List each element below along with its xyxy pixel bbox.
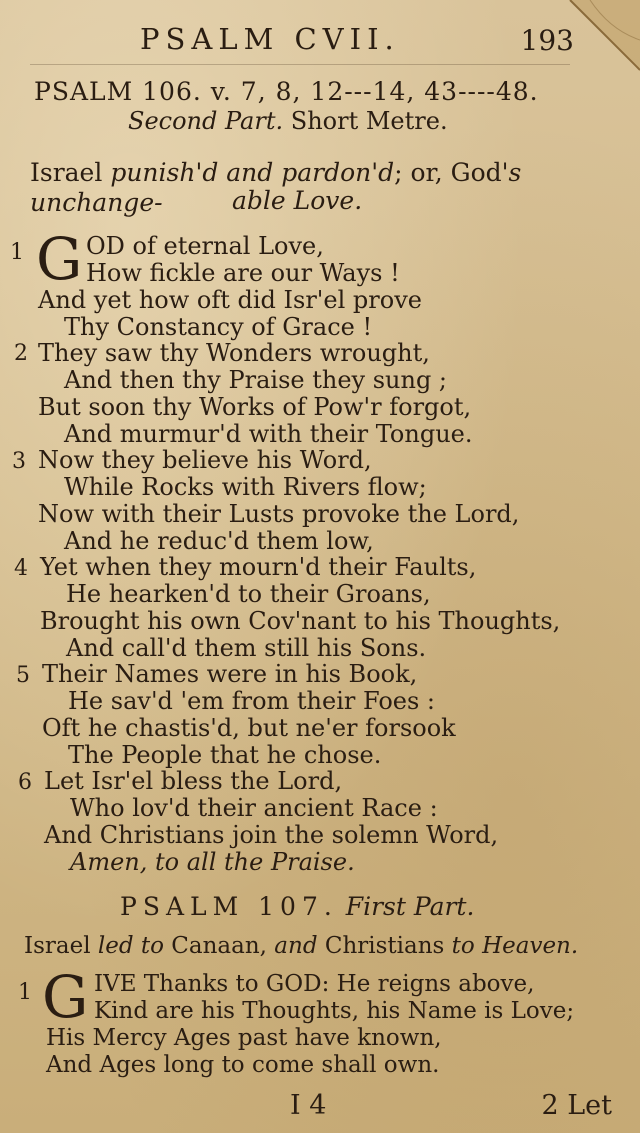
psalm-106-subtitle-5: able Love.	[232, 186, 363, 215]
psalm-107-subtitle-c: Canaan,	[171, 933, 267, 959]
psalm-107-part: First Part.	[345, 892, 475, 921]
psalm-106-metre: Short Metre.	[290, 107, 448, 135]
running-head	[0, 22, 640, 62]
drop-cap: G	[36, 225, 83, 293]
psalm-106-heading-text: PSALM 106. v. 7, 8, 12---14, 43----48.	[34, 77, 539, 106]
verse-line: He sav'd 'em from their Foes :	[68, 687, 436, 715]
verse-line: Kind are his Thoughts, his Name is Love;	[94, 998, 575, 1024]
verse-line: How fickle are our Ways !	[86, 259, 400, 287]
verse-line: Oft he chastis'd, but ne'er forsook	[42, 714, 456, 742]
verse-number: 4	[14, 556, 28, 581]
psalm-106-subtitle-4: 's unchange-	[30, 158, 522, 217]
verse-number: 5	[16, 663, 30, 688]
verse-line: While Rocks with Rivers flow;	[64, 473, 427, 501]
psalm-107-heading-line	[120, 893, 640, 921]
psalm-106-subtitle-2: punish'd and pardon'd	[110, 158, 395, 187]
psalm-106-subtitle-cont	[232, 186, 640, 216]
verse-line: Thy Constancy of Grace !	[64, 313, 373, 341]
verse-line: Amen, to all the Praise.	[70, 848, 355, 876]
verse-line: Their Names were in his Book,	[42, 660, 418, 688]
verse-line: Yet when they mourn'd their Faults,	[40, 553, 477, 581]
page-footer	[0, 1090, 640, 1130]
psalm-107-subtitle-e: Christians	[324, 933, 445, 959]
verse-line: Now they believe his Word,	[38, 446, 372, 474]
page-number: 193	[520, 24, 574, 57]
psalm-107-subtitle-a: Israel	[24, 933, 91, 959]
psalm-106-part-line	[128, 107, 640, 135]
verse-line: Now with their Lusts provoke the Lord,	[38, 500, 520, 528]
catchword: 2 Let	[541, 1090, 612, 1121]
psalm-106-part: Second Part.	[128, 107, 284, 135]
verse-line: Let Isr'el bless the Lord,	[44, 767, 343, 795]
header-rule	[30, 64, 570, 65]
psalm-107-heading: PSALM 107.	[120, 892, 338, 921]
signature-mark: I 4	[290, 1090, 327, 1121]
verse-line: Who lov'd their ancient Race :	[70, 794, 438, 822]
verse-line: And Ages long to come shall own.	[46, 1052, 440, 1078]
verse-line: Brought his own Cov'nant to his Thoughts,	[40, 607, 561, 635]
verse-line: OD of eternal Love,	[86, 232, 324, 260]
psalm-107-subtitle	[24, 931, 624, 961]
verse-number: 1	[18, 980, 32, 1005]
verse-line: And yet how oft did Isr'el prove	[38, 286, 422, 314]
verse-line: The People that he chose.	[68, 741, 382, 769]
verse-number: 3	[12, 449, 26, 474]
psalm-106-heading	[34, 78, 640, 106]
verse-line: And call'd them still his Sons.	[66, 634, 427, 662]
verse-number: 6	[18, 770, 32, 795]
verse-line: And Christians join the solemn Word,	[44, 821, 499, 849]
verse-line: And then thy Praise they sung ;	[64, 366, 448, 394]
verse-line: They saw thy Wonders wrought,	[38, 339, 430, 367]
verse-line: But soon thy Works of Pow'r forgot,	[38, 393, 472, 421]
psalm-107-subtitle-d: and	[274, 933, 318, 959]
psalm-106-subtitle-3: ; or, God	[394, 158, 502, 187]
running-head-title: PSALM CVII.	[140, 22, 400, 56]
verse-number: 2	[14, 341, 28, 366]
verse-line: His Mercy Ages past have known,	[46, 1025, 442, 1051]
psalm-107-subtitle-b: led to	[97, 933, 164, 959]
verse-line: IVE Thanks to GOD: He reigns above,	[94, 971, 535, 997]
verse-line: And he reduc'd them low,	[64, 527, 374, 555]
drop-cap: G	[42, 963, 89, 1031]
verse-line: He hearken'd to their Groans,	[66, 580, 431, 608]
verse-line: And murmur'd with their Tongue.	[64, 420, 473, 448]
psalm-106-subtitle-1: Israel	[30, 158, 103, 187]
verse-number: 1	[10, 240, 24, 265]
psalm-107-subtitle-f: to Heaven.	[451, 933, 579, 959]
